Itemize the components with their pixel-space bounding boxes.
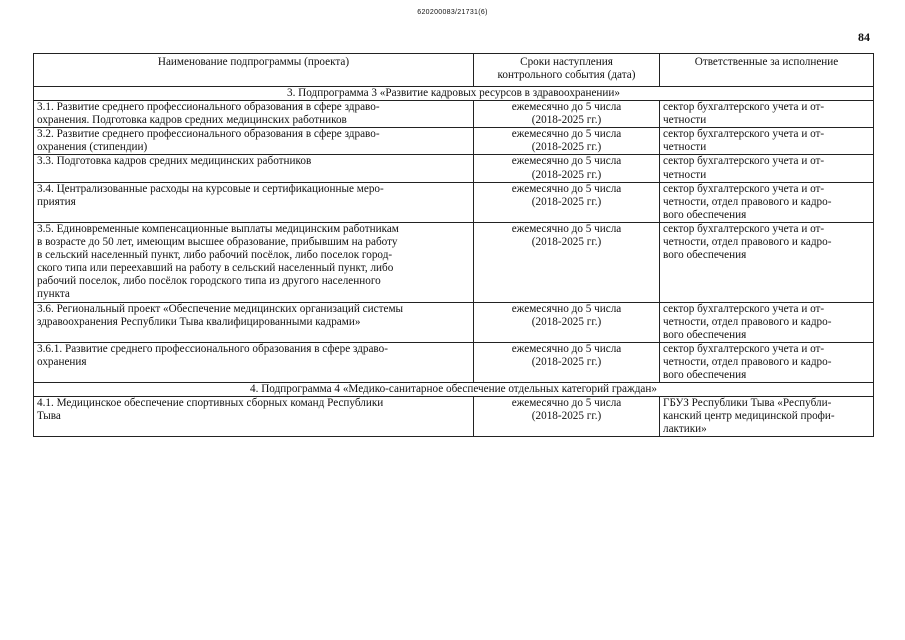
column-header-term: Сроки наступления контрольного события (дата) (474, 54, 660, 87)
row-responsible: сектор бухгалтерского учета и от- четности (660, 128, 874, 155)
page-number: 84 (858, 30, 870, 44)
row-term: ежемесячно до 5 числа (2018-2025 гг.) (474, 101, 660, 128)
row-term: ежемесячно до 5 числа (2018-2025 гг.) (474, 155, 660, 182)
row-responsible: сектор бухгалтерского учета и от- четности (660, 101, 874, 128)
row-responsible: сектор бухгалтерского учета и от- четности, отдел правового и кадро- вого обеспечения (660, 182, 874, 222)
section-row (34, 87, 874, 101)
row-name: 3.2. Развитие среднего профессионального образования в сфере здраво- охранения (стипендии) (34, 128, 474, 155)
column-header-responsible: Ответственные за исполнение (660, 54, 874, 87)
row-name: 3.6. Региональный проект «Обеспечение медицинских организаций системы здравоохранения Республики Тыва квалифицированными кадрами» (34, 302, 474, 342)
row-responsible: сектор бухгалтерского учета и от- четности, отдел правового и кадро- вого обеспечения (660, 342, 874, 382)
table-row (34, 182, 874, 222)
row-term: ежемесячно до 5 числа (2018-2025 гг.) (474, 342, 660, 382)
row-responsible: сектор бухгалтерского учета и от- четности, отдел правового и кадро- вого обеспечения (660, 222, 874, 302)
row-name: 3.4. Централизованные расходы на курсовые и сертификационные меро- приятия (34, 182, 474, 222)
control-events-table (33, 53, 874, 437)
table-header-row (34, 54, 874, 87)
section-title: 3. Подпрограмма 3 «Развитие кадровых ресурсов в здравоохранении» (34, 87, 874, 101)
table-row (34, 397, 874, 437)
row-term: ежемесячно до 5 числа (2018-2025 гг.) (474, 222, 660, 302)
table-row (34, 302, 874, 342)
row-responsible: ГБУЗ Республики Тыва «Республи- канский центр медицинской профи- лактики» (660, 397, 874, 437)
section-title: 4. Подпрограмма 4 «Медико-санитарное обеспечение отдельных категорий граждан» (34, 383, 874, 397)
row-responsible: сектор бухгалтерского учета и от- четности, отдел правового и кадро- вого обеспечения (660, 302, 874, 342)
table-row (34, 128, 874, 155)
column-header-name: Наименование подпрограммы (проекта) (34, 54, 474, 87)
row-term: ежемесячно до 5 числа (2018-2025 гг.) (474, 302, 660, 342)
row-name: 3.5. Единовременные компенсационные выплаты медицинским работникам в возрасте до 50 лет, имеющим высшее образование, прибывшим на работу в сельский населенный пункт, либо рабочий посёлок, либо поселок город- ского типа или переехавший на работу в сельский населенный пункт, либо рабочий поселок, либо посёлок городского типа из другого населенного пункта (34, 222, 474, 302)
row-term: ежемесячно до 5 числа (2018-2025 гг.) (474, 397, 660, 437)
row-term: ежемесячно до 5 числа (2018-2025 гг.) (474, 128, 660, 155)
row-responsible: сектор бухгалтерского учета и от- четности (660, 155, 874, 182)
row-name: 3.1. Развитие среднего профессионального образования в сфере здраво- охранения. Подготовка кадров средних медицинских работников (34, 101, 474, 128)
section-row (34, 383, 874, 397)
table-row (34, 342, 874, 382)
row-name: 3.6.1. Развитие среднего профессионального образования в сфере здраво- охранения (34, 342, 474, 382)
row-name: 3.3. Подготовка кадров средних медицинских работников (34, 155, 474, 182)
document-code: 620200083/21731(6) (417, 9, 488, 16)
row-name: 4.1. Медицинское обеспечение спортивных сборных команд Республики Тыва (34, 397, 474, 437)
row-term: ежемесячно до 5 числа (2018-2025 гг.) (474, 182, 660, 222)
table-row (34, 222, 874, 302)
table-row (34, 155, 874, 182)
table-row (34, 101, 874, 128)
